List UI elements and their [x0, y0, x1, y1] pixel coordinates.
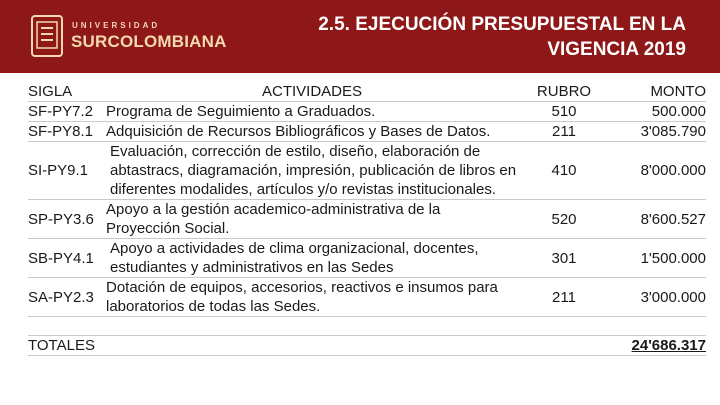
row-sigla: SI-PY9.1 [28, 142, 106, 200]
empty-cell [28, 317, 106, 336]
table-row-empty [28, 317, 706, 336]
table-header-row [28, 82, 706, 102]
table-row [28, 122, 706, 142]
row-actividad: Adquisición de Recursos Bibliográficos y Bases de Datos. [106, 122, 518, 142]
row-rubro: 211 [518, 278, 610, 317]
logo-subtitle: UNIVERSIDAD [72, 21, 161, 30]
title-line-1: 2.5. EJECUCIÓN PRESUPUESTAL EN LA [318, 14, 686, 35]
table-row [28, 200, 706, 239]
row-actividad: Dotación de equipos, accesorios, reactivos e insumos para laboratorios de todas las Sedes. [106, 278, 518, 317]
table-row [28, 278, 706, 317]
row-actividad: Programa de Seguimiento a Graduados. [106, 102, 518, 122]
row-rubro: 410 [518, 142, 610, 200]
header-actividades: ACTIVIDADES [106, 82, 518, 102]
header-banner [0, 0, 720, 73]
university-logo [30, 14, 227, 60]
row-sigla: SP-PY3.6 [28, 200, 106, 239]
row-rubro: 211 [518, 122, 610, 142]
row-sigla: SB-PY4.1 [28, 239, 106, 278]
totals-row [28, 336, 706, 356]
row-monto: 8'600.527 [610, 200, 706, 239]
title-line-2: VIGENCIA 2019 [547, 39, 686, 60]
logo-name: SURCOLOMBIANA [71, 32, 227, 51]
row-monto: 1'500.000 [610, 239, 706, 278]
row-monto: 3'000.000 [610, 278, 706, 317]
row-rubro: 510 [518, 102, 610, 122]
budget-table [28, 82, 706, 356]
row-rubro: 520 [518, 200, 610, 239]
empty-cell [610, 317, 706, 336]
row-sigla: SF-PY8.1 [28, 122, 106, 142]
header-monto: MONTO [610, 82, 706, 102]
row-sigla: SA-PY2.3 [28, 278, 106, 317]
header-rubro: RUBRO [518, 82, 610, 102]
empty-cell [518, 317, 610, 336]
shield-icon [30, 14, 64, 58]
row-actividad: Evaluación, corrección de estilo, diseño, elaboración de abtastracs, diagramación, impresión, publicación de libros en diferentes modalides, artículos y/o revistas institucionales. [106, 142, 518, 200]
row-monto: 3'085.790 [610, 122, 706, 142]
page-title [246, 12, 686, 62]
totals-value: 24'686.317 [610, 336, 706, 356]
empty-cell [518, 336, 610, 356]
table-row [28, 142, 706, 200]
header-sigla: SIGLA [28, 82, 106, 102]
row-actividad: Apoyo a la gestión academico-administrativa de la Proyección Social. [106, 200, 518, 239]
empty-cell [106, 317, 518, 336]
row-monto: 8'000.000 [610, 142, 706, 200]
empty-cell [106, 336, 518, 356]
table-row [28, 102, 706, 122]
row-monto: 500.000 [610, 102, 706, 122]
totals-label: TOTALES [28, 336, 106, 356]
table-row [28, 239, 706, 278]
row-actividad: Apoyo a actividades de clima organizacional, docentes, estudiantes y administrativos en las Sedes [106, 239, 518, 278]
row-rubro: 301 [518, 239, 610, 278]
row-sigla: SF-PY7.2 [28, 102, 106, 122]
